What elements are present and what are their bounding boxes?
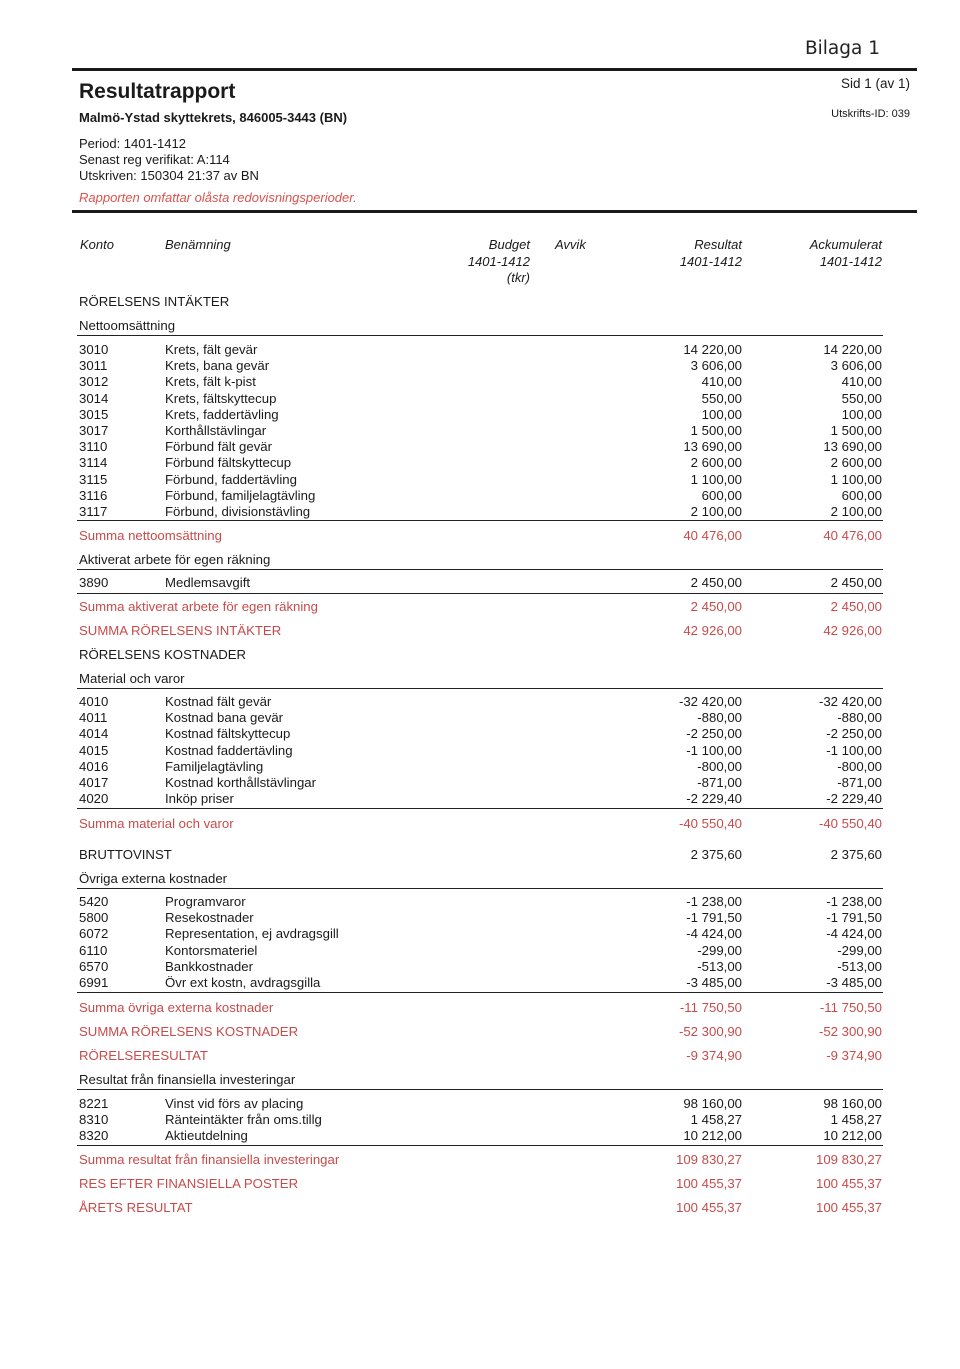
table-row: [0, 423, 960, 439]
group-rule: [77, 335, 883, 336]
table-row: [0, 926, 960, 942]
resultat-value: 600,00: [701, 487, 742, 503]
account-name: Övr ext kostn, avdragsgilla: [165, 975, 321, 990]
res-efter-finansiella: RES EFTER FINANSIELLA POSTER 100 455,37 100 455,37: [79, 1176, 882, 1191]
account-code: 8221: [79, 1096, 109, 1111]
account-code: 3117: [79, 504, 108, 519]
table-row: [0, 504, 960, 520]
ackumulerat-value: 1 458,27: [830, 1112, 882, 1128]
account-name: Förbund fält gevär: [165, 439, 273, 455]
ackumulerat-value: 2 100,00: [830, 504, 882, 519]
print-id: Utskrifts-ID: 039: [831, 108, 910, 120]
budget-period: 1401-1412: [467, 253, 530, 269]
resultat-value: 2 450,00: [690, 575, 742, 590]
account-name: Aktieutdelning: [165, 1128, 248, 1144]
table-row: [0, 775, 960, 791]
resultat-value: 98 160,00: [683, 1096, 742, 1111]
table-row: [0, 407, 960, 423]
account-name: Krets, fältskyttecup: [165, 390, 277, 406]
ackumulerat-value: 13 690,00: [823, 439, 882, 455]
account-code: 4010: [79, 694, 109, 709]
account-code: 4014: [79, 726, 109, 742]
ackumulerat-value: -880,00: [837, 710, 882, 726]
ackumulerat-value: -871,00: [837, 775, 882, 790]
resultat-period: 1401-1412: [679, 253, 742, 269]
account-name: Familjelagtävling: [165, 758, 264, 774]
col-header-avvik: Avvik: [555, 237, 586, 252]
resultat-value: -1 791,50: [686, 910, 742, 926]
account-name: Vinst vid förs av placing: [165, 1096, 304, 1111]
table-row: [0, 488, 960, 504]
table-row: [0, 791, 960, 807]
table-row: [0, 975, 960, 991]
account-name: Korthållstävlingar: [165, 423, 267, 438]
account-name: Kontorsmateriel: [165, 942, 258, 958]
account-name: Inköp priser: [165, 791, 234, 807]
resultat-value: -1 238,00: [686, 894, 742, 909]
group-rule: [77, 992, 883, 993]
resultat-value: -2 229,40: [686, 791, 742, 807]
account-code: 3890: [79, 575, 109, 590]
resultat-value: -3 485,00: [686, 975, 742, 990]
table-row: [0, 694, 960, 710]
header-rule: [72, 210, 917, 213]
unlocked-periods-note: Rapporten omfattar olåsta redovisningsperioder.: [79, 190, 357, 205]
resultat-label: Resultat: [694, 237, 742, 252]
sum-finans: Summa resultat från finansiella investeringar 109 830,27 109 830,27: [79, 1152, 882, 1167]
group-rule: [77, 1089, 883, 1090]
account-code: 6991: [79, 975, 109, 990]
ackumulerat-value: 2 450,00: [830, 575, 882, 590]
account-name: Krets, bana gevär: [165, 358, 270, 374]
group-rule: [77, 569, 883, 570]
group-rule: [77, 520, 883, 521]
resultat-value: 14 220,00: [683, 342, 742, 357]
ackumulerat-value: -1 791,50: [826, 910, 882, 926]
col-header-benamning: Benämning: [165, 237, 231, 252]
arets-resultat: ÅRETS RESULTAT 100 455,37 100 455,37: [79, 1200, 882, 1215]
ackumulerat-value: -2 250,00: [826, 726, 882, 742]
account-name: Förbund, familjelagtävling: [165, 487, 316, 503]
resultat-value: 550,00: [701, 390, 742, 406]
table-row: [0, 455, 960, 471]
ackumulerat-value: -4 424,00: [826, 926, 882, 942]
resultat-value: -880,00: [697, 710, 742, 726]
account-code: 4011: [79, 710, 108, 726]
bruttovinst: BRUTTOVINST 2 375,60 2 375,60: [79, 847, 882, 862]
section-heading: RÖRELSENS KOSTNADER: [79, 647, 247, 662]
ackumulerat-value: -513,00: [837, 958, 882, 974]
ackumulerat-label: Ackumulerat: [809, 237, 882, 252]
organization: Malmö-Ystad skyttekrets, 846005-3443 (BN): [79, 110, 348, 125]
resultat-value: 2 100,00: [690, 504, 742, 519]
account-code: 8320: [79, 1128, 109, 1144]
resultat-value: -871,00: [697, 775, 742, 790]
account-code: 8310: [79, 1112, 109, 1128]
account-name: Resekostnader: [165, 910, 254, 926]
group-rule: [77, 688, 883, 689]
sum-kostnader: SUMMA RÖRELSENS KOSTNADER -52 300,90 -52 300,90: [79, 1024, 882, 1039]
ackumulerat-value: -3 485,00: [826, 975, 882, 990]
ackumulerat-value: 100,00: [841, 406, 882, 422]
account-name: Ränteintäkter från oms.tillg: [165, 1112, 322, 1128]
account-code: 3115: [79, 471, 108, 487]
sum-aktiverat: Summa aktiverat arbete för egen räkning 2 450,00 2 450,00: [79, 599, 882, 614]
resultat-value: 10 212,00: [683, 1128, 742, 1144]
account-name: Förbund, divisionstävling: [165, 504, 311, 519]
ackumulerat-value: 1 100,00: [830, 471, 882, 487]
table-row: [0, 726, 960, 742]
group-heading: Resultat från finansiella investeringar: [79, 1072, 296, 1087]
resultat-value: -32 420,00: [678, 694, 742, 709]
table-row: [0, 1112, 960, 1128]
last-verification: Senast reg verifikat: A:114: [79, 152, 230, 167]
resultat-value: -2 250,00: [686, 726, 742, 742]
appendix-label: Bilaga 1: [804, 38, 880, 59]
sum-netto: Summa nettoomsättning 40 476,00 40 476,00: [79, 528, 882, 543]
ackumulerat-period: 1401-1412: [819, 253, 882, 269]
table-row: [0, 910, 960, 926]
col-header-konto: Konto: [80, 237, 114, 252]
table-row: [0, 943, 960, 959]
account-name: Förbund fältskyttecup: [165, 455, 292, 471]
group-rule: [77, 593, 883, 594]
col-header-budget: [450, 237, 530, 287]
resultat-value: -800,00: [697, 758, 742, 774]
ackumulerat-value: -32 420,00: [818, 694, 882, 709]
table-row: [0, 1096, 960, 1112]
ackumulerat-value: 98 160,00: [823, 1096, 882, 1111]
account-code: 4020: [79, 791, 109, 807]
budget-unit: (tkr): [506, 270, 530, 285]
sum-material: Summa material och varor -40 550,40 -40 550,40: [79, 816, 882, 831]
ackumulerat-value: 1 500,00: [830, 423, 882, 438]
col-header-resultat: [640, 237, 742, 270]
sum-ovriga: Summa övriga externa kostnader -11 750,50 -11 750,50: [79, 1000, 882, 1015]
resultat-value: 1 100,00: [690, 471, 742, 487]
table-row: [0, 710, 960, 726]
account-name: Kostnad fältskyttecup: [165, 726, 291, 742]
ackumulerat-value: 550,00: [841, 390, 882, 406]
col-header-ackumulerat: [760, 237, 882, 270]
rorelseresultat: RÖRELSERESULTAT -9 374,90 -9 374,90: [79, 1048, 882, 1063]
ackumulerat-value: -299,00: [837, 942, 882, 958]
resultat-value: 13 690,00: [683, 439, 742, 455]
table-row: [0, 743, 960, 759]
account-code: 3015: [79, 406, 109, 422]
top-rule: [72, 68, 917, 71]
account-name: Krets, fält gevär: [165, 342, 258, 357]
page-title: Resultatrapport: [79, 80, 236, 103]
account-name: Programvaror: [165, 894, 246, 909]
table-row: [0, 759, 960, 775]
account-code: 3017: [79, 423, 109, 438]
table-row: [0, 374, 960, 390]
account-code: 3014: [79, 390, 109, 406]
account-name: Representation, ej avdragsgill: [165, 926, 339, 942]
account-code: 3116: [79, 487, 108, 503]
period: Period: 1401-1412: [79, 136, 186, 151]
account-name: Kostnad faddertävling: [165, 742, 293, 758]
account-code: 3114: [79, 455, 108, 471]
group-heading: Nettoomsättning: [79, 318, 176, 333]
resultat-value: -513,00: [697, 958, 742, 974]
group-rule: [77, 1145, 883, 1146]
account-name: Medlemsavgift: [165, 575, 251, 590]
account-name: Kostnad bana gevär: [165, 710, 284, 726]
account-name: Krets, fält k-pist: [165, 374, 256, 390]
group-rule: [77, 888, 883, 889]
account-name: Krets, faddertävling: [165, 406, 279, 422]
group-heading: Aktiverat arbete för egen räkning: [79, 552, 271, 567]
group-heading: Övriga externa kostnader: [79, 871, 228, 886]
account-name: Kostnad korthållstävlingar: [165, 775, 317, 790]
resultat-value: 3 606,00: [690, 358, 742, 374]
table-row: [0, 894, 960, 910]
resultat-value: 410,00: [701, 374, 742, 390]
account-code: 4017: [79, 775, 109, 790]
table-row: [0, 1128, 960, 1144]
ackumulerat-value: -1 100,00: [826, 742, 882, 758]
account-code: 3110: [79, 439, 108, 455]
table-row: [0, 472, 960, 488]
account-code: 5420: [79, 894, 109, 909]
account-code: 3012: [79, 374, 109, 390]
table-row: [0, 439, 960, 455]
sum-intakter: SUMMA RÖRELSENS INTÄKTER 42 926,00 42 926,00: [79, 623, 882, 638]
ackumulerat-value: 600,00: [841, 487, 882, 503]
resultat-value: -1 100,00: [686, 742, 742, 758]
page-number: Sid 1 (av 1): [840, 76, 910, 91]
ackumulerat-value: 2 600,00: [830, 455, 882, 471]
account-name: Förbund, faddertävling: [165, 471, 297, 487]
section-heading: RÖRELSENS INTÄKTER: [79, 294, 230, 309]
ackumulerat-value: 10 212,00: [823, 1128, 882, 1144]
group-heading: Material och varor: [79, 671, 185, 686]
group-rule: [77, 808, 883, 809]
table-row: [0, 575, 960, 591]
table-row: [0, 342, 960, 358]
account-code: 6110: [79, 942, 108, 958]
account-name: Kostnad fält gevär: [165, 694, 272, 709]
table-row: [0, 358, 960, 374]
printed-info: Utskriven: 150304 21:37 av BN: [79, 168, 259, 183]
account-code: 4016: [79, 758, 109, 774]
account-name: Bankkostnader: [165, 958, 253, 974]
resultat-value: 1 500,00: [690, 423, 742, 438]
resultat-value: -4 424,00: [686, 926, 742, 942]
table-row: [0, 959, 960, 975]
account-code: 4015: [79, 742, 109, 758]
ackumulerat-value: -1 238,00: [826, 894, 882, 909]
resultat-value: -299,00: [697, 942, 742, 958]
ackumulerat-value: -2 229,40: [826, 791, 882, 807]
ackumulerat-value: 3 606,00: [830, 358, 882, 374]
account-code: 3011: [79, 358, 108, 374]
budget-label: Budget: [488, 237, 530, 252]
resultat-value: 100,00: [701, 406, 742, 422]
table-row: [0, 391, 960, 407]
resultat-value: 1 458,27: [690, 1112, 742, 1128]
resultat-value: 2 600,00: [690, 455, 742, 471]
ackumulerat-value: 410,00: [841, 374, 882, 390]
account-code: 6570: [79, 958, 109, 974]
ackumulerat-value: -800,00: [837, 758, 882, 774]
ackumulerat-value: 14 220,00: [823, 342, 882, 357]
account-code: 3010: [79, 342, 109, 357]
account-code: 6072: [79, 926, 109, 942]
account-code: 5800: [79, 910, 109, 926]
